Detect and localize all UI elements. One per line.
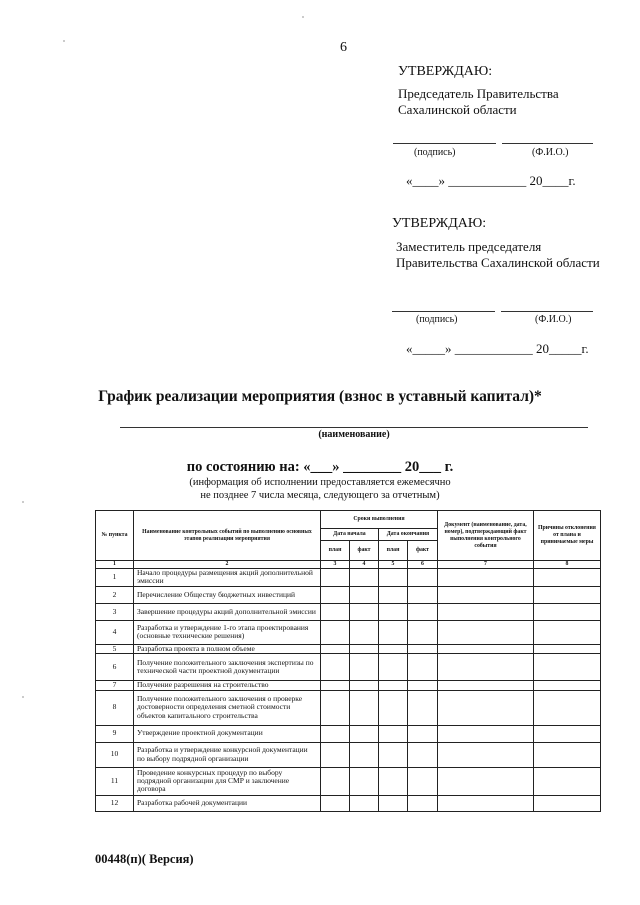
cell-end-plan: [379, 767, 408, 795]
cell-reasons: [534, 586, 601, 603]
table-row: [96, 586, 601, 603]
cell-end-fact: [408, 620, 438, 644]
document-title: График реализации мероприятия (взнос в уставный капитал)*: [98, 388, 542, 405]
table-row: [96, 725, 601, 742]
cell-reasons: [534, 690, 601, 725]
row-event-name: Получение положительного заключения экспертизы по технической части проектной документации: [134, 654, 321, 681]
cell-start-plan: [321, 654, 350, 681]
header-end-plan: план: [379, 541, 408, 561]
col-num-3: 3: [321, 561, 350, 569]
header-document: Документ (наименование, дата, номер), подтверждающий факт выполнения контрольного события: [438, 511, 534, 561]
cell-start-plan: [321, 586, 350, 603]
row-event-name: Перечисление Обществу бюджетных инвестиций: [134, 586, 321, 603]
approval-1-date-line: «____» ____________ 20____г.: [406, 173, 576, 188]
cell-start-fact: [350, 681, 379, 690]
row-number: 6: [96, 654, 134, 681]
scan-speck: [302, 16, 304, 18]
cell-start-fact: [350, 644, 379, 653]
cell-document: [438, 644, 534, 653]
table-row: [96, 767, 601, 795]
cell-start-plan: [321, 742, 350, 767]
cell-end-plan: [379, 620, 408, 644]
cell-reasons: [534, 603, 601, 620]
col-num-2: 2: [134, 561, 321, 569]
cell-start-fact: [350, 690, 379, 725]
table-row: [96, 654, 601, 681]
cell-start-plan: [321, 603, 350, 620]
approval-1-line-2: Сахалинской области: [398, 102, 517, 117]
cell-end-fact: [408, 644, 438, 653]
cell-end-fact: [408, 603, 438, 620]
row-number: 8: [96, 690, 134, 725]
status-date-line: по состоянию на: «___» ________ 20___ г.: [186, 459, 454, 475]
cell-end-fact: [408, 767, 438, 795]
approval-1-line-1: Председатель Правительства: [398, 86, 559, 101]
row-event-name: Разработка проекта в полном объеме: [134, 644, 321, 653]
info-line-1: (информация об исполнении предоставляется ежемесячно: [189, 477, 451, 488]
cell-document: [438, 795, 534, 811]
row-event-name: Разработка рабочей документации: [134, 795, 321, 811]
approval-1-signature-caption: (подпись): [414, 147, 456, 158]
cell-document: [438, 586, 534, 603]
info-line-2: не позднее 7 числа месяца, следующего за отчетным): [200, 490, 440, 501]
row-number: 3: [96, 603, 134, 620]
table-row: [96, 690, 601, 725]
table-row: [96, 569, 601, 587]
cell-document: [438, 725, 534, 742]
table-row: [96, 603, 601, 620]
header-reasons: Причины отклонения от плана и принимаемые меры: [534, 511, 601, 561]
header-name: Наименование контрольных событий по выполнению основных этапов реализации мероприятия: [134, 511, 321, 561]
cell-start-fact: [350, 654, 379, 681]
row-event-name: Начало процедуры размещения акций дополнительной эмиссии: [134, 569, 321, 587]
row-event-name: Разработка и утверждение конкурсной документации по выбору подрядной организации: [134, 742, 321, 767]
row-event-name: Разработка и утверждение 1-го этапа проектирования (основные технические решения): [134, 620, 321, 644]
cell-end-plan: [379, 586, 408, 603]
header-start-date: Дата начала: [321, 529, 379, 541]
cell-end-fact: [408, 654, 438, 681]
row-event-name: Утверждение проектной документации: [134, 725, 321, 742]
col-num-4: 4: [350, 561, 379, 569]
cell-start-plan: [321, 767, 350, 795]
header-row-1: [96, 511, 601, 529]
cell-end-fact: [408, 586, 438, 603]
cell-end-fact: [408, 681, 438, 690]
approval-1-signature-line: [393, 143, 496, 144]
cell-document: [438, 742, 534, 767]
cell-document: [438, 654, 534, 681]
approval-2-signature-line: [392, 311, 495, 312]
row-number: 7: [96, 681, 134, 690]
row-number: 2: [96, 586, 134, 603]
cell-start-plan: [321, 725, 350, 742]
cell-start-fact: [350, 603, 379, 620]
cell-start-fact: [350, 742, 379, 767]
name-caption: (наименование): [318, 429, 390, 440]
approval-2-date-line: «_____» ____________ 20_____г.: [406, 341, 589, 356]
cell-start-plan: [321, 681, 350, 690]
cell-end-plan: [379, 742, 408, 767]
cell-end-plan: [379, 725, 408, 742]
row-event-name: Получение разрешения на строительство: [134, 681, 321, 690]
approval-2-line-2: Правительства Сахалинской области: [396, 255, 600, 270]
col-num-5: 5: [379, 561, 408, 569]
cell-document: [438, 681, 534, 690]
cell-end-plan: [379, 569, 408, 587]
row-number: 4: [96, 620, 134, 644]
header-start-plan: план: [321, 541, 350, 561]
approval-2-fio-caption: (Ф.И.О.): [535, 314, 572, 325]
col-num-7: 7: [438, 561, 534, 569]
cell-end-fact: [408, 725, 438, 742]
scan-speck: [22, 501, 24, 503]
cell-document: [438, 603, 534, 620]
header-num: № пункта: [96, 511, 134, 561]
cell-end-plan: [379, 795, 408, 811]
header-start-fact: факт: [350, 541, 379, 561]
cell-end-fact: [408, 742, 438, 767]
schedule-table-body: [96, 569, 601, 812]
cell-reasons: [534, 795, 601, 811]
row-number: 10: [96, 742, 134, 767]
cell-start-fact: [350, 569, 379, 587]
cell-start-plan: [321, 795, 350, 811]
col-num-1: 1: [96, 561, 134, 569]
cell-start-plan: [321, 690, 350, 725]
cell-reasons: [534, 767, 601, 795]
cell-start-plan: [321, 644, 350, 653]
cell-end-plan: [379, 603, 408, 620]
cell-reasons: [534, 681, 601, 690]
table-row: [96, 681, 601, 690]
cell-reasons: [534, 742, 601, 767]
cell-reasons: [534, 654, 601, 681]
cell-document: [438, 620, 534, 644]
approval-2-title: УТВЕРЖДАЮ:: [392, 216, 487, 231]
cell-end-plan: [379, 644, 408, 653]
scan-speck: [63, 40, 65, 42]
cell-end-plan: [379, 690, 408, 725]
cell-end-plan: [379, 681, 408, 690]
header-end-date: Дата окончания: [379, 529, 438, 541]
table-row: [96, 795, 601, 811]
cell-document: [438, 767, 534, 795]
row-number: 12: [96, 795, 134, 811]
cell-start-plan: [321, 569, 350, 587]
approval-1-title: УТВЕРЖДАЮ:: [398, 64, 493, 79]
cell-document: [438, 690, 534, 725]
cell-end-fact: [408, 795, 438, 811]
cell-start-fact: [350, 620, 379, 644]
cell-end-fact: [408, 569, 438, 587]
approval-2-line-1: Заместитель председателя: [396, 239, 542, 254]
cell-reasons: [534, 569, 601, 587]
cell-end-fact: [408, 690, 438, 725]
cell-reasons: [534, 620, 601, 644]
approval-2-signature-caption: (подпись): [416, 314, 458, 325]
header-end-fact: факт: [408, 541, 438, 561]
cell-start-fact: [350, 586, 379, 603]
cell-start-plan: [321, 620, 350, 644]
info-note: [0, 476, 640, 502]
cell-document: [438, 569, 534, 587]
approval-1-fio-line: [502, 143, 593, 144]
page-number: 6: [340, 40, 347, 55]
header-terms: Сроки выполнения: [321, 511, 438, 529]
row-event-name: Завершение процедуры акций дополнительной эмиссии: [134, 603, 321, 620]
document-code: 00448(п)( Версия): [95, 852, 194, 866]
row-event-name: Проведение конкурсных процедур по выбору подрядной организации для СМР и заключение договора: [134, 767, 321, 795]
scan-speck: [22, 696, 24, 698]
table-row: [96, 644, 601, 653]
row-number: 9: [96, 725, 134, 742]
cell-reasons: [534, 725, 601, 742]
row-event-name: Получение положительного заключения о проверке достоверности определения сметной стоимости объектов капитального строительства: [134, 690, 321, 725]
cell-reasons: [534, 644, 601, 653]
table-row: [96, 742, 601, 767]
cell-start-fact: [350, 767, 379, 795]
row-number: 1: [96, 569, 134, 587]
col-num-8: 8: [534, 561, 601, 569]
cell-end-plan: [379, 654, 408, 681]
approval-2-fio-line: [501, 311, 593, 312]
row-number: 11: [96, 767, 134, 795]
cell-start-fact: [350, 725, 379, 742]
table-row: [96, 620, 601, 644]
schedule-table: [95, 510, 601, 812]
col-num-6: 6: [408, 561, 438, 569]
row-number: 5: [96, 644, 134, 653]
cell-start-fact: [350, 795, 379, 811]
name-underline: [120, 427, 588, 428]
approval-1-fio-caption: (Ф.И.О.): [532, 147, 569, 158]
